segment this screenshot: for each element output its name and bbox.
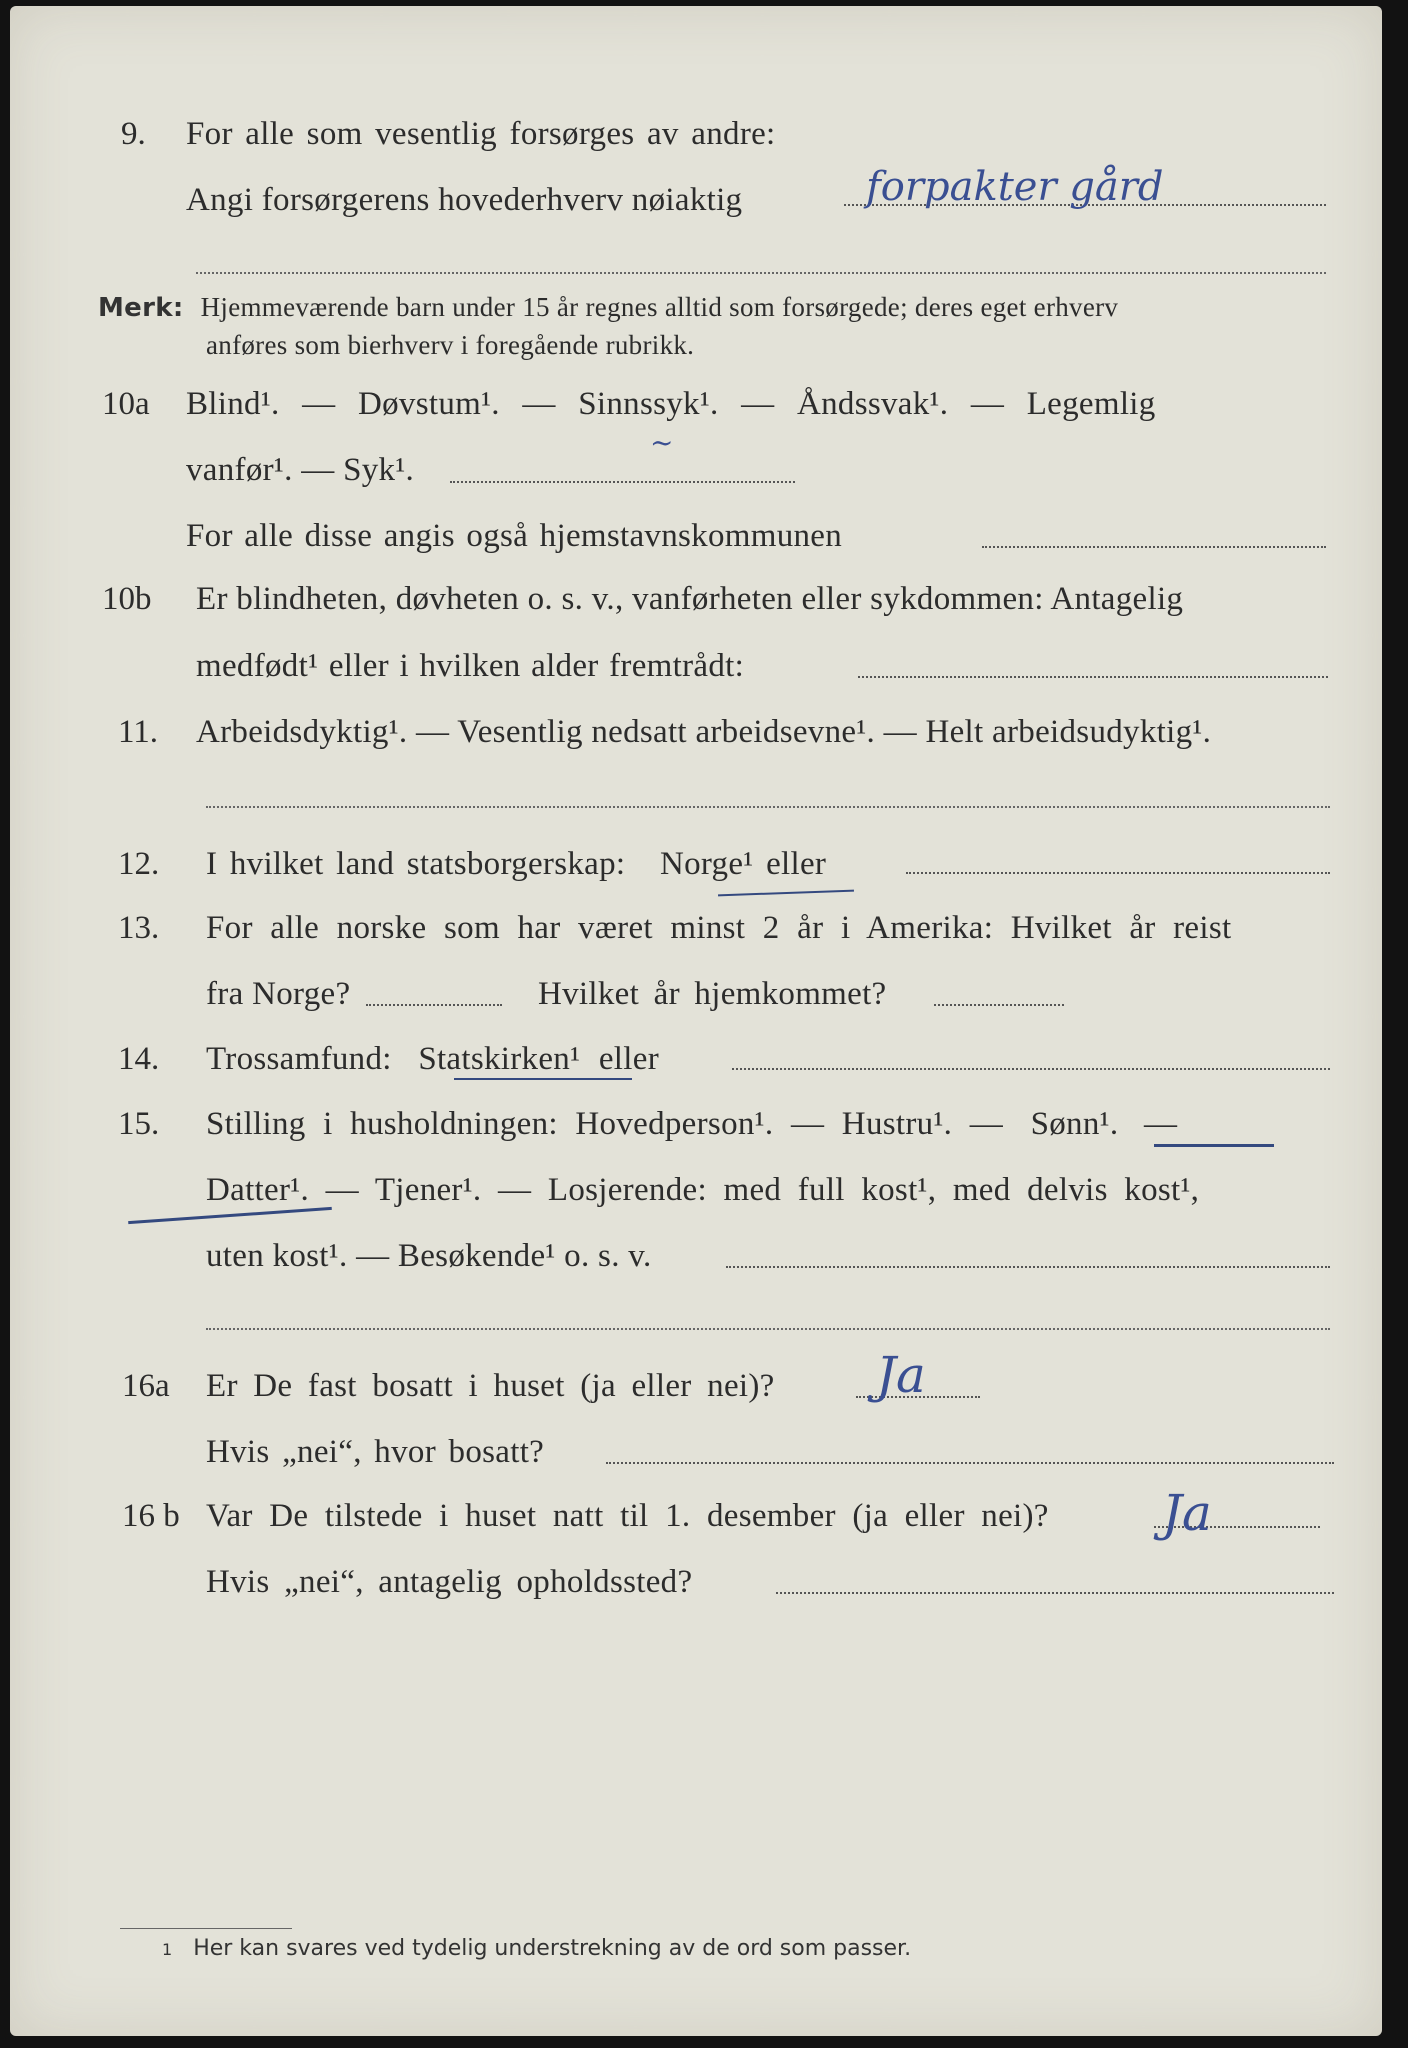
q15-line3-dots[interactable] xyxy=(726,1266,1330,1268)
q15-sonn-underline xyxy=(1154,1144,1274,1147)
q15-sonn: Sønn¹. xyxy=(1030,1106,1119,1142)
q11-separator[interactable] xyxy=(206,806,1330,808)
q13-line1: For alle norske som har været minst 2 år i Amerika: Hvilket år reist xyxy=(206,910,1232,946)
q13-hjemkommet-dots[interactable] xyxy=(934,1004,1064,1006)
q12-norge: Norge¹ xyxy=(659,846,754,882)
q10b-line1: Er blindheten, døvheten o. s. v., vanførheten eller sykdommen: Antagelig xyxy=(196,581,1184,617)
footnote-marker: 1 xyxy=(162,1940,173,1959)
q11-line1: Arbeidsdyktig¹. — Vesentlig nedsatt arbeidsevne¹. — Helt arbeidsudyktig¹. xyxy=(196,714,1212,750)
q14-statskirken: Statskirken¹ xyxy=(418,1041,581,1077)
q10a-line1: Blind¹. — Døvstum¹. — Sinnssyk¹. — Åndssvak¹. — Legemlig xyxy=(186,386,1156,422)
q16a-line1: Er De fast bosatt i huset (ja eller nei)? xyxy=(206,1368,775,1404)
q9-answer[interactable]: forpakter gård xyxy=(866,164,1164,210)
q13-number: 13. xyxy=(118,910,160,946)
q16b-line1: Var De tilstede i huset natt til 1. desember (ja eller nei)? xyxy=(206,1498,1049,1534)
q16a-answer[interactable]: Ja xyxy=(876,1346,926,1404)
q15-separator[interactable] xyxy=(206,1328,1330,1330)
q16a-line2: Hvis „nei“, hvor bosatt? xyxy=(206,1434,545,1470)
q9-line2: Angi forsørgerens hovederhverv nøiaktig xyxy=(186,182,743,218)
q10a-line2-mark: ~ xyxy=(650,426,674,459)
q14-answer-line[interactable] xyxy=(732,1068,1330,1070)
q10b-line2-dots[interactable] xyxy=(858,676,1328,678)
q10b-number: 10b xyxy=(102,581,152,617)
q12-text: I hvilket land statsborgerskap: xyxy=(206,846,626,882)
q14-statskirken-underline xyxy=(454,1078,632,1080)
q15-datter-underline xyxy=(128,1207,332,1224)
q9-separator xyxy=(196,272,1326,274)
footnote xyxy=(162,1936,911,1961)
q12-number: 12. xyxy=(118,846,160,882)
q16a-line2-dots[interactable] xyxy=(606,1462,1334,1464)
q15-line2-text: — Tjener¹. — Losjerende: med full kost¹, med delvis kost¹, xyxy=(325,1172,1200,1208)
q14-line1 xyxy=(206,1041,659,1078)
q12-line1 xyxy=(206,846,826,883)
q10a-number: 10a xyxy=(102,386,150,422)
q12-eller: eller xyxy=(766,846,827,882)
q16a-number: 16a xyxy=(122,1368,170,1404)
q15-datter: Datter¹. xyxy=(206,1172,309,1208)
q15-line3: uten kost¹. — Besøkende¹ o. s. v. xyxy=(206,1238,652,1274)
q11-number: 11. xyxy=(118,714,159,750)
merk-line1 xyxy=(98,292,1118,323)
q16b-line2-dots[interactable] xyxy=(776,1592,1334,1594)
q16b-number: 16 b xyxy=(122,1498,180,1534)
census-form-page xyxy=(10,6,1382,2036)
q13-reist-dots[interactable] xyxy=(366,1004,502,1006)
q14-text: Trossamfund: xyxy=(206,1041,392,1077)
q15-number: 15. xyxy=(118,1106,160,1142)
merk-text-line1: Hjemmeværende barn under 15 år regnes alltid som forsørgede; deres eget erhverv xyxy=(200,292,1119,322)
q10a-line3-dots[interactable] xyxy=(982,546,1326,548)
q14-eller: eller xyxy=(598,1041,659,1077)
q12-norge-underline xyxy=(718,890,854,897)
q14-number: 14. xyxy=(118,1041,160,1077)
q16b-line2: Hvis „nei“, antagelig opholdssted? xyxy=(206,1564,693,1600)
q10b-line2: medfødt¹ eller i hvilken alder fremtrådt: xyxy=(196,648,745,684)
merk-line2: anføres som bierhverv i foregående rubrikk. xyxy=(206,330,695,360)
q15-line1 xyxy=(206,1106,1177,1143)
q9-line1: For alle som vesentlig forsørges av andre: xyxy=(186,116,776,152)
footnote-text: Her kan svares ved tydelig understrekning av de ord som passer. xyxy=(193,1936,912,1961)
q13-line2-b: Hvilket år hjemkommet? xyxy=(538,976,887,1012)
q12-answer-line[interactable] xyxy=(906,872,1330,874)
q10a-line2: vanfør¹. — Syk¹. xyxy=(186,452,415,488)
q10a-line2-dots xyxy=(450,481,795,483)
q13-line2-a: fra Norge? xyxy=(206,976,351,1012)
q15-dash: — xyxy=(1143,1106,1178,1142)
footnote-rule xyxy=(120,1928,292,1929)
merk-label: Merk: xyxy=(98,293,184,323)
q16b-answer[interactable]: Ja xyxy=(1162,1484,1212,1542)
q15-line1-text: Stilling i husholdningen: Hovedperson¹. — Hustru¹. — xyxy=(206,1106,1004,1142)
q10a-line3: For alle disse angis også hjemstavnskommunen xyxy=(186,518,843,554)
q15-line2 xyxy=(206,1172,1199,1209)
q9-number: 9. xyxy=(121,116,146,152)
